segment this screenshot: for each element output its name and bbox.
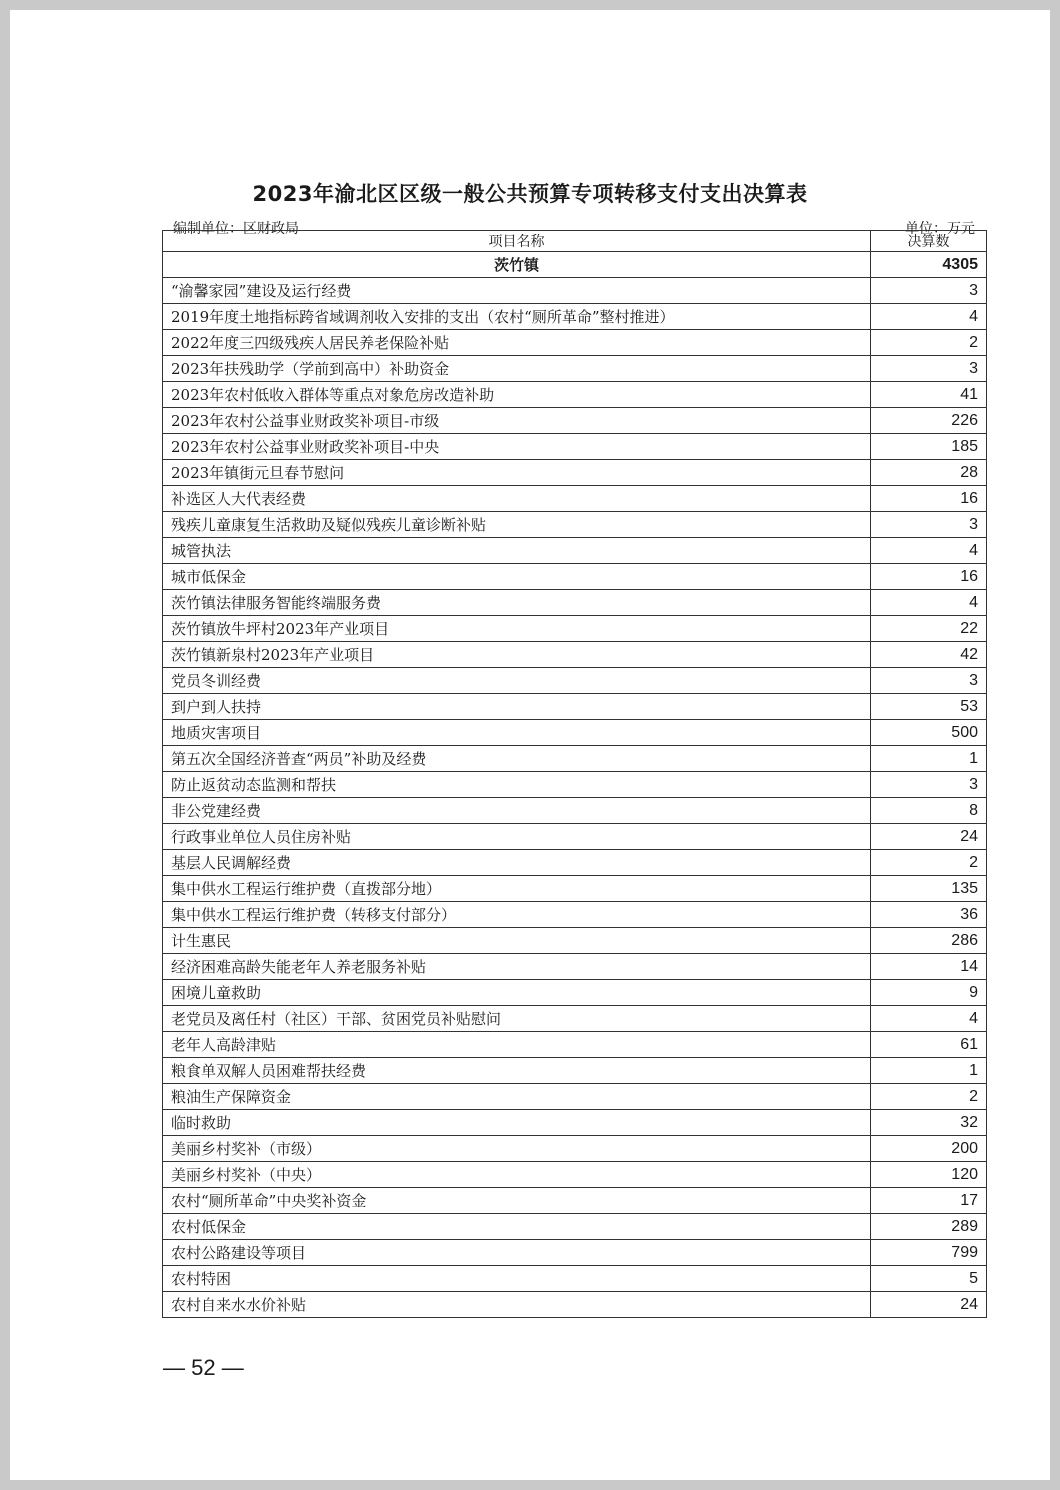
row-item-name: 2023年农村公益事业财政奖补项目-中央 — [163, 434, 871, 460]
row-item-name: 非公党建经费 — [163, 798, 871, 824]
table-row — [163, 928, 987, 954]
row-item-amount: 4 — [871, 1006, 987, 1032]
row-item-amount: 289 — [871, 1214, 987, 1240]
table-row — [163, 850, 987, 876]
row-item-amount: 2 — [871, 850, 987, 876]
row-item-amount: 226 — [871, 408, 987, 434]
row-item-name: 地质灾害项目 — [163, 720, 871, 746]
row-item-amount: 3 — [871, 278, 987, 304]
row-item-amount: 42 — [871, 642, 987, 668]
page-number: — 52 — — [163, 1355, 244, 1380]
row-item-amount: 3 — [871, 356, 987, 382]
row-item-amount: 185 — [871, 434, 987, 460]
row-item-amount: 4 — [871, 304, 987, 330]
table-row — [163, 1032, 987, 1058]
table-row — [163, 902, 987, 928]
table-row — [163, 798, 987, 824]
row-item-name: 集中供水工程运行维护费（转移支付部分） — [163, 902, 871, 928]
row-item-amount: 799 — [871, 1240, 987, 1266]
row-item-amount: 24 — [871, 1292, 987, 1318]
row-item-name: 农村公路建设等项目 — [163, 1240, 871, 1266]
row-item-amount: 8 — [871, 798, 987, 824]
row-item-amount: 500 — [871, 720, 987, 746]
budget-table — [162, 230, 987, 1318]
row-item-amount: 61 — [871, 1032, 987, 1058]
row-item-amount: 32 — [871, 1110, 987, 1136]
row-item-amount: 3 — [871, 668, 987, 694]
table-row — [163, 668, 987, 694]
row-item-name: 2023年农村公益事业财政奖补项目-市级 — [163, 408, 871, 434]
row-item-name: 2023年扶残助学（学前到高中）补助资金 — [163, 356, 871, 382]
table-row — [163, 642, 987, 668]
row-item-amount: 5 — [871, 1266, 987, 1292]
table-row — [163, 590, 987, 616]
row-item-name: 美丽乡村奖补（中央） — [163, 1162, 871, 1188]
group-name: 茨竹镇 — [163, 252, 871, 278]
table-row — [163, 330, 987, 356]
table-row — [163, 538, 987, 564]
table-row — [163, 980, 987, 1006]
table-row — [163, 1084, 987, 1110]
table-row — [163, 746, 987, 772]
row-item-name: 困境儿童救助 — [163, 980, 871, 1006]
table-row — [163, 1110, 987, 1136]
row-item-amount: 1 — [871, 746, 987, 772]
row-item-amount: 24 — [871, 824, 987, 850]
row-item-name: 第五次全国经济普查“两员”补助及经费 — [163, 746, 871, 772]
row-item-name: 茨竹镇新泉村2023年产业项目 — [163, 642, 871, 668]
row-item-name: “渝馨家园”建设及运行经费 — [163, 278, 871, 304]
row-item-amount: 41 — [871, 382, 987, 408]
row-item-name: 城市低保金 — [163, 564, 871, 590]
row-item-amount: 4 — [871, 590, 987, 616]
row-item-amount: 2 — [871, 1084, 987, 1110]
row-item-name: 美丽乡村奖补（市级） — [163, 1136, 871, 1162]
row-item-amount: 22 — [871, 616, 987, 642]
row-item-name: 茨竹镇法律服务智能终端服务费 — [163, 590, 871, 616]
document-page — [10, 10, 1050, 1480]
table-row — [163, 278, 987, 304]
row-item-name: 党员冬训经费 — [163, 668, 871, 694]
row-item-name: 老年人高龄津贴 — [163, 1032, 871, 1058]
row-item-name: 2023年镇街元旦春节慰问 — [163, 460, 871, 486]
row-item-name: 临时救助 — [163, 1110, 871, 1136]
row-item-amount: 286 — [871, 928, 987, 954]
row-item-name: 城管执法 — [163, 538, 871, 564]
row-item-name: 农村低保金 — [163, 1214, 871, 1240]
row-item-name: 基层人民调解经费 — [163, 850, 871, 876]
row-item-amount: 4 — [871, 538, 987, 564]
row-item-name: 农村自来水水价补贴 — [163, 1292, 871, 1318]
table-row — [163, 434, 987, 460]
column-header-amount: 决算数 — [871, 231, 987, 252]
table-row — [163, 616, 987, 642]
table-row — [163, 954, 987, 980]
row-item-name: 残疾儿童康复生活救助及疑似残疾儿童诊断补贴 — [163, 512, 871, 538]
table-row — [163, 772, 987, 798]
group-row — [163, 252, 987, 278]
row-item-amount: 16 — [871, 564, 987, 590]
row-item-name: 农村特困 — [163, 1266, 871, 1292]
row-item-name: 粮食单双解人员困难帮扶经费 — [163, 1058, 871, 1084]
row-item-amount: 1 — [871, 1058, 987, 1084]
row-item-amount: 16 — [871, 486, 987, 512]
table-row — [163, 1214, 987, 1240]
row-item-name: 2019年度土地指标跨省域调剂收入安排的支出（农村“厕所革命”整村推进） — [163, 304, 871, 330]
row-item-name: 到户到人扶持 — [163, 694, 871, 720]
table-row — [163, 1162, 987, 1188]
row-item-amount: 9 — [871, 980, 987, 1006]
row-item-amount: 14 — [871, 954, 987, 980]
compiler-label: 编制单位：区财政局 — [173, 221, 299, 237]
column-header-name: 项目名称 — [163, 231, 871, 252]
row-item-name: 防止返贫动态监测和帮扶 — [163, 772, 871, 798]
row-item-amount: 120 — [871, 1162, 987, 1188]
table-row — [163, 824, 987, 850]
table-row — [163, 564, 987, 590]
row-item-name: 计生惠民 — [163, 928, 871, 954]
table-row — [163, 1266, 987, 1292]
row-item-name: 2023年农村低收入群体等重点对象危房改造补助 — [163, 382, 871, 408]
table-row — [163, 1240, 987, 1266]
table-row — [163, 1006, 987, 1032]
table-row — [163, 694, 987, 720]
row-item-amount: 3 — [871, 772, 987, 798]
row-item-amount: 53 — [871, 694, 987, 720]
table-row — [163, 356, 987, 382]
row-item-name: 经济困难高龄失能老年人养老服务补贴 — [163, 954, 871, 980]
table-row — [163, 876, 987, 902]
table-row — [163, 1292, 987, 1318]
table-row — [163, 1136, 987, 1162]
group-amount: 4305 — [871, 252, 987, 278]
row-item-amount: 28 — [871, 460, 987, 486]
row-item-name: 粮油生产保障资金 — [163, 1084, 871, 1110]
row-item-name: 集中供水工程运行维护费（直拨部分地） — [163, 876, 871, 902]
table-row — [163, 512, 987, 538]
table-row — [163, 382, 987, 408]
row-item-name: 行政事业单位人员住房补贴 — [163, 824, 871, 850]
table-row — [163, 408, 987, 434]
table-row — [163, 720, 987, 746]
row-item-name: 茨竹镇放牛坪村2023年产业项目 — [163, 616, 871, 642]
row-item-name: 2022年度三四级残疾人居民养老保险补贴 — [163, 330, 871, 356]
row-item-name: 老党员及离任村（社区）干部、贫困党员补贴慰问 — [163, 1006, 871, 1032]
table-row — [163, 304, 987, 330]
row-item-amount: 3 — [871, 512, 987, 538]
table-row — [163, 460, 987, 486]
row-item-amount: 200 — [871, 1136, 987, 1162]
row-item-amount: 135 — [871, 876, 987, 902]
table-row — [163, 486, 987, 512]
page-title: 2023年渝北区区级一般公共预算专项转移支付支出决算表 — [252, 182, 808, 206]
unit-label: 单位：万元 — [905, 221, 975, 237]
row-item-amount: 17 — [871, 1188, 987, 1214]
row-item-name: 农村“厕所革命”中央奖补资金 — [163, 1188, 871, 1214]
table-header-row — [163, 231, 987, 252]
row-item-name: 补选区人大代表经费 — [163, 486, 871, 512]
row-item-amount: 36 — [871, 902, 987, 928]
row-item-amount: 2 — [871, 330, 987, 356]
table-row — [163, 1058, 987, 1084]
table-row — [163, 1188, 987, 1214]
